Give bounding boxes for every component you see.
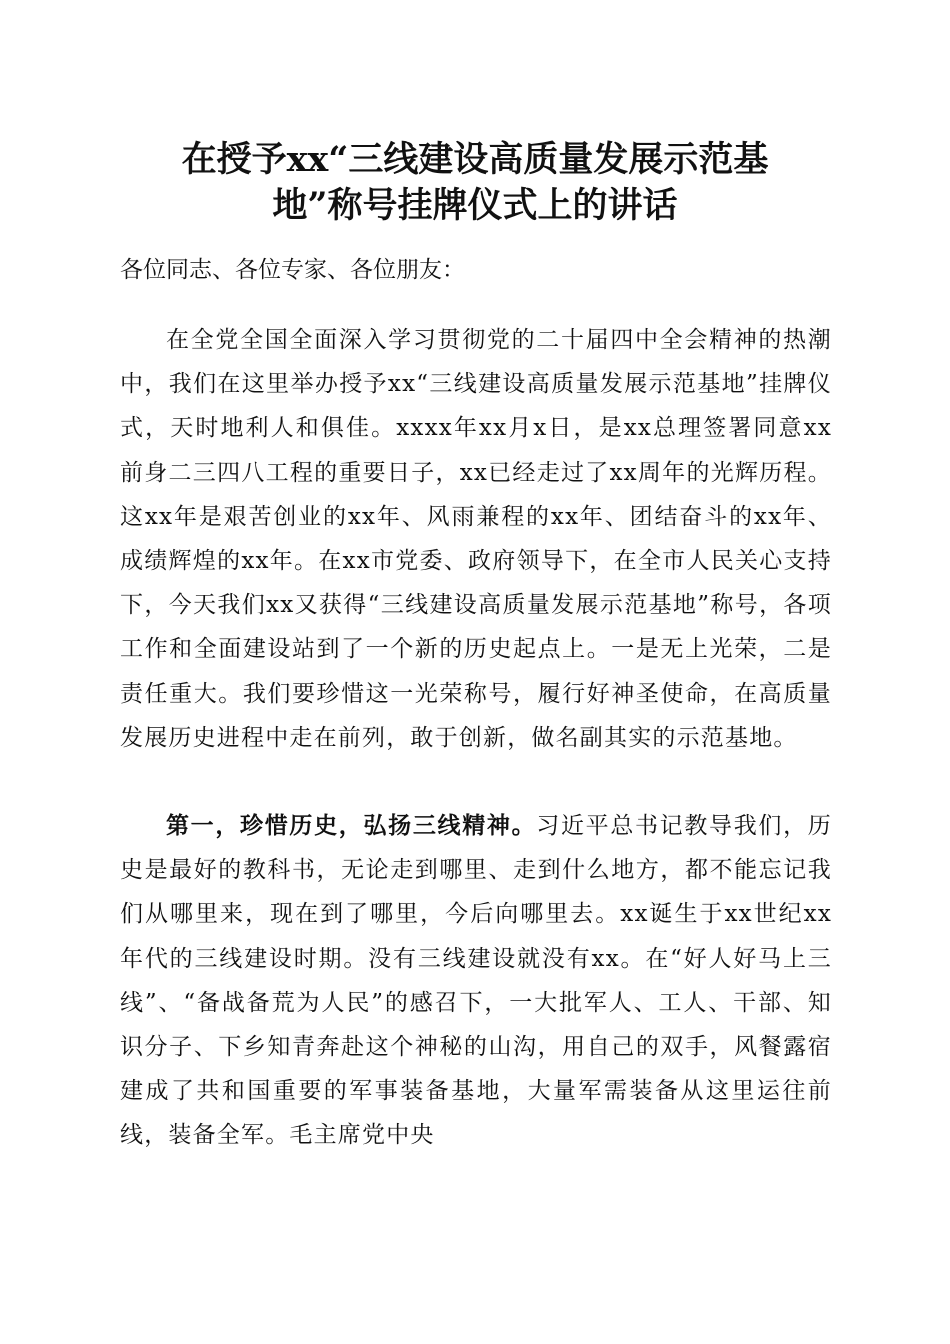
paragraph-1: 在全党全国全面深入学习贯彻党的二十届四中全会精神的热潮中，我们在这里举办授予xx“三线建设高质量发展示范基地”挂牌仪式，天时地利人和俱佳。xxxx年xx月x日，是xx总理签署同意xx前身二三四八工程的重要日子，xx已经走过了xx周年的光辉历程。这xx年是艰苦创业的xx年、风雨兼程的xx年、团结奋斗的xx年、成绩辉煌的xx年。在xx市党委、政府领导下，在全市人民关心支持下，今天我们xx又获得“三线建设高质量发展示范基地”称号，各项工作和全面建设站到了一个新的历史起点上。一是无上光荣，二是责任重大。我们要珍惜这一光荣称号，履行好神圣使命，在高质量发展历史进程中走在前列，敢于创新，做名副其实的示范基地。 [120, 327, 832, 751]
salutation: 各位同志、各位专家、各位朋友： [120, 257, 465, 283]
document-title-line-1: 在授予xx“三线建设高质量发展示范基 [181, 139, 769, 180]
document-title-line-2: 地”称号挂牌仪式上的讲话 [272, 185, 678, 226]
paragraph-2-body: 习近平总书记教导我们，历史是最好的教科书，无论走到哪里、走到什么地方，都不能忘记我们从哪里来，现在到了哪里，今后向哪里去。xx诞生于xx世纪xx年代的三线建设时期。没有三线建设就没有xx。在“好人好马上三线”、“备战备荒为人民”的感召下，一大批军人、工人、干部、知识分子、下乡知青奔赴这个神秘的山沟，用自己的双手，风餐露宿建成了共和国重要的军事装备基地，大量军需装备从这里运往前线，装备全军。毛主席党中央 [120, 813, 832, 1149]
paragraph-2-lead: 第一，珍惜历史，弘扬三线精神。 [166, 812, 537, 839]
paragraph-2 [120, 804, 832, 1158]
